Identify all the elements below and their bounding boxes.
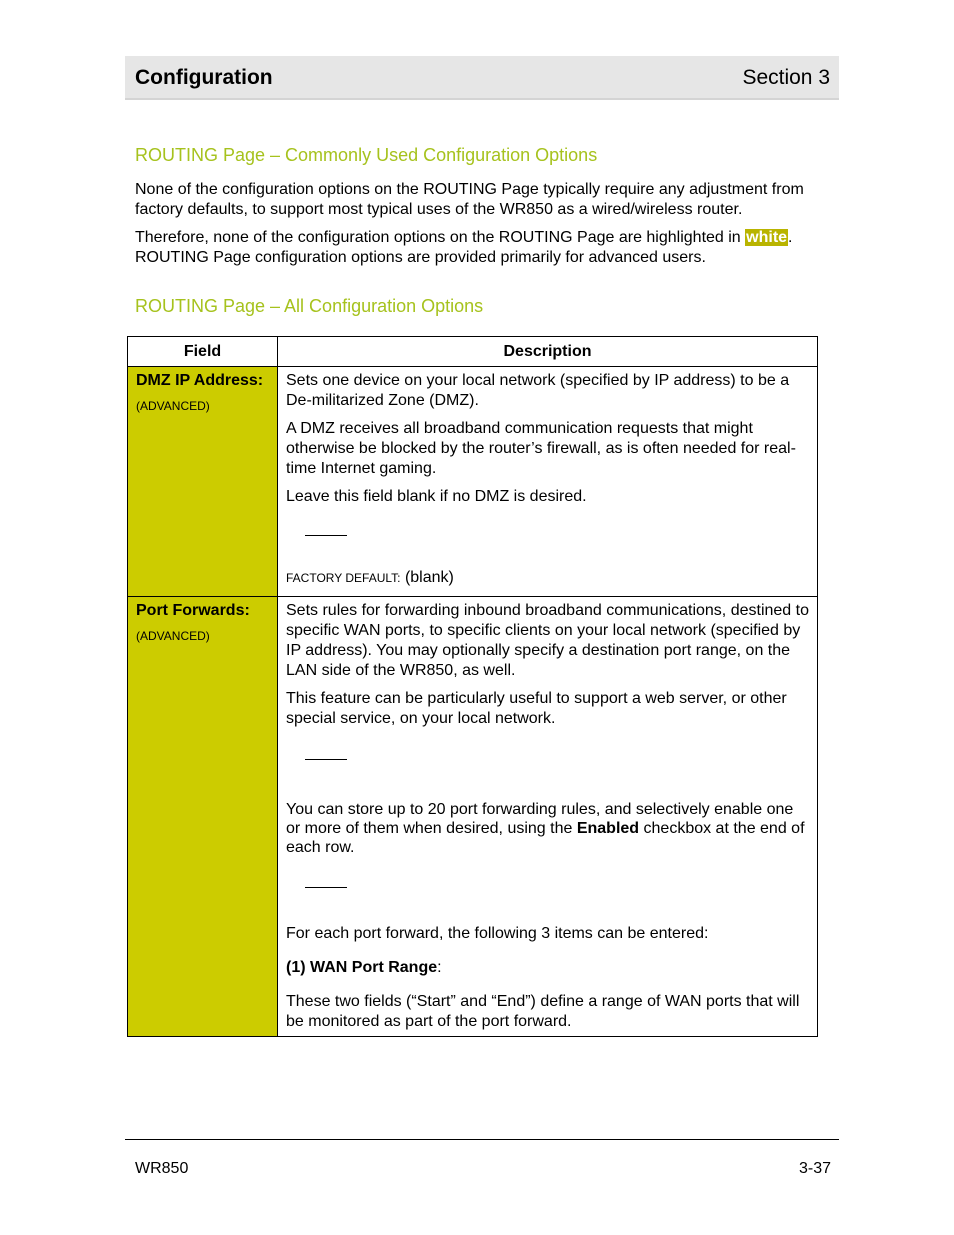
table-row-port-forwards (128, 597, 818, 1037)
pf-desc-3 (286, 800, 809, 857)
pf-desc-1: Sets rules for forwarding inbound broadband communications, destined to specific WAN ports, to specific clients on your local network (specified by IP address). You may optionally specify a destination port range, on the LAN side of the WR850, as well. (286, 602, 809, 679)
footer-divider (125, 1139, 839, 1140)
pf-desc-3-text: You can store up to 20 port forwarding rules, and selectively enable one or more of them when desired, using the (286, 801, 794, 837)
highlight-word: white (746, 229, 788, 246)
wan-port-range-colon: : (437, 959, 442, 976)
paragraph-text-before: Therefore, none of the configuration options on the ROUTING Page are highlighted in (135, 229, 741, 246)
dmz-desc-3: Leave this field blank if no DMZ is desired. (286, 488, 587, 505)
heading-all-options: ROUTING Page – All Configuration Options (135, 296, 484, 316)
heading-commonly-used: ROUTING Page – Commonly Used Configuration Options (135, 145, 598, 165)
header-section: Section 3 (742, 66, 830, 89)
advanced-tag-dmz: (ADVANCED) (136, 399, 210, 413)
config-table (127, 336, 818, 1037)
field-name-dmz: DMZ IP Address: (136, 372, 264, 389)
column-header-field: Field (128, 337, 278, 367)
column-header-description: Description (278, 337, 818, 367)
footer-product: WR850 (135, 1160, 189, 1177)
description-cell-dmz (278, 367, 818, 597)
divider-rule (305, 535, 347, 536)
enabled-keyword: Enabled (576, 820, 640, 837)
pf-desc-2: This feature can be particularly useful to support a web server, or other special service, on your local network. (286, 690, 787, 727)
header-title: Configuration (135, 66, 273, 89)
description-cell-port-forwards (278, 597, 818, 1037)
divider-rule (305, 759, 347, 760)
field-cell-port-forwards (128, 597, 278, 1037)
dmz-desc-2: A DMZ receives all broadband communication requests that might otherwise be blocked by the router’s firewall, as is often needed for real-time Internet gaming. (286, 420, 796, 477)
field-cell-dmz (128, 367, 278, 597)
factory-default-value: (blank) (404, 569, 454, 586)
page-header (125, 56, 839, 100)
table-header-row (128, 337, 818, 367)
pf-wan-port-range (286, 958, 809, 978)
table-row-dmz (128, 367, 818, 597)
divider-rule (305, 887, 347, 888)
dmz-desc-1: Sets one device on your local network (specified by IP address) to be a De-militarized Zone (DMZ). (286, 372, 790, 409)
paragraph-text-after: . ROUTING Page configuration options are provided primarily for advanced users. (135, 229, 793, 266)
field-name-port-forwards: Port Forwards: (136, 602, 250, 619)
wan-port-range-label: (1) WAN Port Range (286, 959, 438, 976)
paragraph-intro: None of the configuration options on the ROUTING Page typically require any adjustment from factory defaults, to support most typical uses of the WR850 as a wired/wireless router. (135, 181, 804, 218)
pf-desc-6: These two fields (“Start” and “End”) define a range of WAN ports that will be monitored as part of the port forward. (286, 993, 800, 1030)
dmz-factory-default (286, 568, 809, 588)
pf-desc-4: For each port forward, the following 3 items can be entered: (286, 925, 709, 942)
factory-default-label: FACTORY DEFAULT: (286, 571, 401, 585)
pf-desc-3-end: checkbox at the end of each row. (286, 820, 805, 856)
footer-page-number: 3-37 (798, 1160, 831, 1177)
advanced-tag-port-forwards: (ADVANCED) (136, 629, 210, 643)
paragraph-highlight-note (135, 228, 835, 268)
